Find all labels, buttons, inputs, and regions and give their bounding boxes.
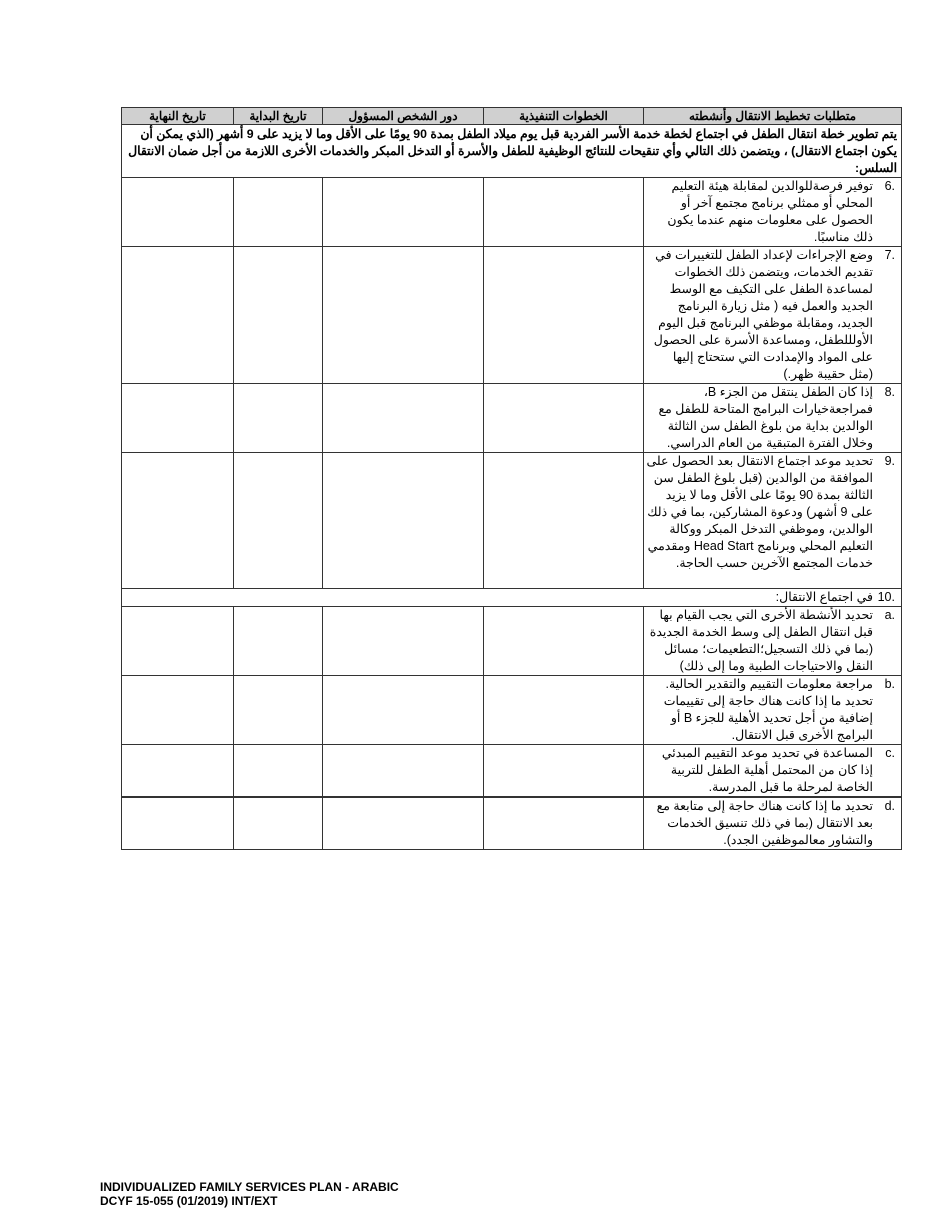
steps-cell[interactable] bbox=[484, 607, 644, 676]
table-row bbox=[122, 607, 902, 676]
end-date-cell[interactable] bbox=[122, 453, 234, 589]
role-cell[interactable] bbox=[323, 745, 484, 798]
item-number: 7. bbox=[884, 248, 895, 262]
end-date-cell[interactable] bbox=[122, 676, 234, 745]
role-cell[interactable] bbox=[323, 384, 484, 453]
end-date-cell[interactable] bbox=[122, 178, 234, 247]
header-responsible-role: دور الشخص المسؤول bbox=[323, 108, 484, 125]
header-end-date: تاريخ النهاية bbox=[122, 108, 234, 125]
requirement-text: تحديد موعد اجتماع الانتقال بعد الحصول على الموافقة من الوالدين (قبل بلوغ الطفل سن الثالثة بمدة 90 يومًا على الأقل وما لا يزيد على 9 أشهر) ودعوة المشاركين، بما في ذلك الوالدين، وموظفي التدخل المبكر ووكالة التعليم المحلي وبرنامج Head Start ومقدمي خدمات المجتمع الآخرين حسب الحاجة. bbox=[646, 454, 873, 570]
steps-cell[interactable] bbox=[484, 384, 644, 453]
end-date-cell[interactable] bbox=[122, 745, 234, 798]
requirement-cell bbox=[644, 607, 902, 676]
transition-plan-table bbox=[121, 107, 902, 850]
requirement-cell bbox=[644, 676, 902, 745]
intro-row bbox=[122, 125, 902, 178]
steps-cell[interactable] bbox=[484, 745, 644, 798]
steps-cell[interactable] bbox=[484, 676, 644, 745]
end-date-cell[interactable] bbox=[122, 607, 234, 676]
section-10-cell bbox=[122, 589, 902, 607]
item-letter: d. bbox=[884, 799, 895, 813]
start-date-cell[interactable] bbox=[234, 797, 323, 850]
requirement-cell bbox=[644, 797, 902, 850]
form-title: INDIVIDUALIZED FAMILY SERVICES PLAN - ARABIC bbox=[100, 1180, 399, 1194]
item-letter: a. bbox=[884, 608, 895, 622]
steps-cell[interactable] bbox=[484, 453, 644, 589]
requirement-cell bbox=[644, 247, 902, 384]
item-number: 8. bbox=[884, 385, 895, 399]
end-date-cell[interactable] bbox=[122, 797, 234, 850]
steps-cell[interactable] bbox=[484, 178, 644, 247]
requirement-text: تحديد ما إذا كانت هناك حاجة إلى متابعة مع بعد الانتقال (بما في ذلك تنسيق الخدمات والتشاور معالموظفين الجدد). bbox=[656, 799, 873, 847]
role-cell[interactable] bbox=[323, 676, 484, 745]
requirement-text: المساعدة في تحديد موعد التقييم المبدئي إذا كان من المحتمل أهلية الطفل للتربية الخاصة لمرحلة ما قبل المدرسة. bbox=[661, 746, 873, 794]
requirement-cell bbox=[644, 384, 902, 453]
start-date-cell[interactable] bbox=[234, 745, 323, 798]
requirement-cell bbox=[644, 745, 902, 798]
section-10-title: في اجتماع الانتقال: bbox=[775, 590, 873, 604]
table-row bbox=[122, 745, 902, 798]
steps-cell[interactable] bbox=[484, 247, 644, 384]
header-steps: الخطوات التنفيذية bbox=[484, 108, 644, 125]
requirement-text: إذا كان الطفل ينتقل من الجزء B، فمراجعةخيارات البرامج المتاحة للطفل مع الوالدين بداية من بلوغ الطفل سن الثالثة وخلال الفترة المتبقية من العام الدراسي. bbox=[658, 385, 873, 450]
table-row bbox=[122, 453, 902, 589]
steps-cell[interactable] bbox=[484, 797, 644, 850]
section-10-row bbox=[122, 589, 902, 607]
requirement-text: وضع الإجراءات لإعداد الطفل للتغييرات في تقديم الخدمات، ويتضمن ذلك الخطوات لمساعدة الطفل على التكيف مع الوسط الجديد والعمل فيه ( مثل زيارة البرنامج الجديد، ومقابلة موظفي البرنامج قبل اليوم الأولللطفل، ومساعدة الأسرة على الحصول على المواد والإمدادت التي ستحتاج إليها (مثل حقيبة ظهر.) bbox=[653, 248, 873, 381]
start-date-cell[interactable] bbox=[234, 178, 323, 247]
table-header-row bbox=[122, 108, 902, 125]
header-requirements: متطلبات تخطيط الانتقال وأنشطته bbox=[644, 108, 902, 125]
intro-text: يتم تطوير خطة انتقال الطفل في اجتماع لخطة خدمة الأسر الفردية قبل يوم ميلاد الطفل بمدة 90 يومًا على الأقل وما لا يزيد على 9 أشهر (الذي يمكن أن يكون اجتماع الانتقال) ، ويتضمن ذلك التالي وأي تنقيحات للنتائج الوظيفية للطفل والأسرة أو التدخل المبكر والخدمات الأخرى اللازمة من أجل ضمان الانتقال السلس: bbox=[122, 125, 902, 178]
start-date-cell[interactable] bbox=[234, 453, 323, 589]
item-number: 9. bbox=[884, 454, 895, 468]
end-date-cell[interactable] bbox=[122, 247, 234, 384]
role-cell[interactable] bbox=[323, 453, 484, 589]
table-row bbox=[122, 797, 902, 850]
form-footer bbox=[100, 1180, 399, 1208]
role-cell[interactable] bbox=[323, 247, 484, 384]
requirement-text: توفير فرصةللوالدين لمقابلة هيئة التعليم المحلي أو ممثلي برنامج مجتمع آخر أو الحصول على معلومات منهم عندما يكون ذلك مناسبًا. bbox=[667, 179, 873, 244]
item-letter: c. bbox=[885, 746, 895, 760]
table-row bbox=[122, 178, 902, 247]
table-row bbox=[122, 676, 902, 745]
requirement-cell bbox=[644, 453, 902, 589]
start-date-cell[interactable] bbox=[234, 676, 323, 745]
requirement-text: تحديد الأنشطة الأخرى التي يجب القيام بها قبل انتقال الطفل إلى وسط الخدمة الجديدة (بما في ذلك التسجيل؛التطعيمات؛ مسائل النقل والاحتياجات الطبية وما إلى ذلك) bbox=[649, 608, 873, 673]
start-date-cell[interactable] bbox=[234, 247, 323, 384]
header-start-date: تاريخ البداية bbox=[234, 108, 323, 125]
requirement-cell bbox=[644, 178, 902, 247]
form-number: DCYF 15-055 (01/2019) INT/EXT bbox=[100, 1194, 278, 1208]
requirement-text: مراجعة معلومات التقييم والتقدير الحالية. تحديد ما إذا كانت هناك حاجة إلى تقييمات إضافية من أجل تحديد الأهلية للجزء B أو البرامج الأخرى قبل الانتقال. bbox=[663, 677, 873, 742]
role-cell[interactable] bbox=[323, 178, 484, 247]
role-cell[interactable] bbox=[323, 797, 484, 850]
table-row bbox=[122, 384, 902, 453]
item-number: 6. bbox=[884, 179, 895, 193]
start-date-cell[interactable] bbox=[234, 384, 323, 453]
item-letter: b. bbox=[884, 677, 895, 691]
start-date-cell[interactable] bbox=[234, 607, 323, 676]
role-cell[interactable] bbox=[323, 607, 484, 676]
table-row bbox=[122, 247, 902, 384]
item-number: 10. bbox=[877, 590, 895, 604]
end-date-cell[interactable] bbox=[122, 384, 234, 453]
